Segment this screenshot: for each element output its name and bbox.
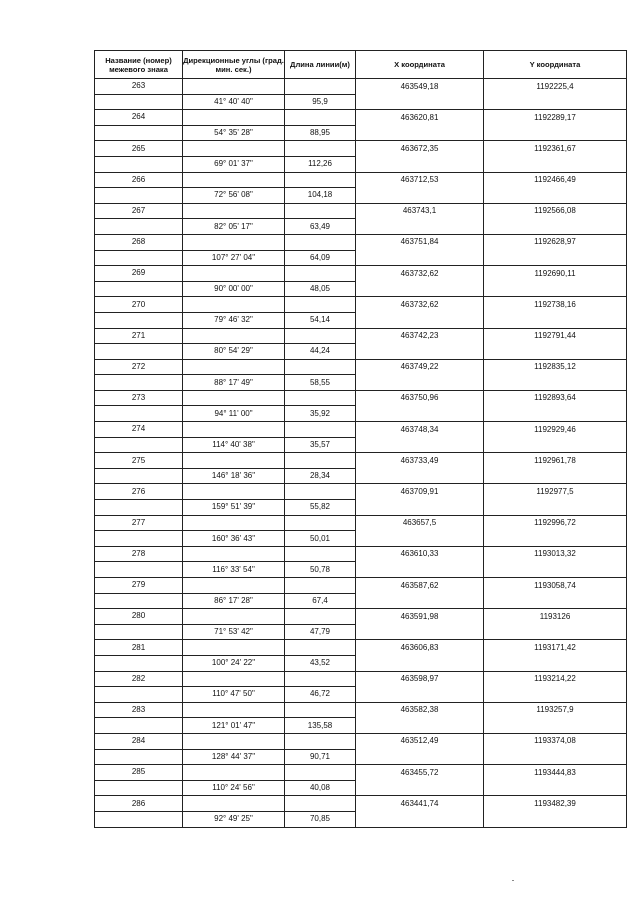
x-cell-empty <box>356 156 484 172</box>
y-coordinate: 1192566,08 <box>484 203 627 219</box>
x-coordinate: 463620,81 <box>356 110 484 126</box>
point-row <box>95 453 627 469</box>
y-cell-empty <box>484 437 627 453</box>
length-cell-empty <box>285 172 356 188</box>
length-cell-empty <box>285 234 356 250</box>
y-coordinate: 1192289,17 <box>484 110 627 126</box>
y-coordinate: 1192996,72 <box>484 515 627 531</box>
line-length: 48,05 <box>285 281 356 297</box>
angle-cell-empty <box>183 141 285 157</box>
point-row <box>95 203 627 219</box>
y-coordinate: 1192791,44 <box>484 328 627 344</box>
line-length: 58,55 <box>285 375 356 391</box>
angle-cell-empty <box>183 203 285 219</box>
x-cell-empty <box>356 125 484 141</box>
length-cell-empty <box>285 203 356 219</box>
y-coordinate: 1192361,67 <box>484 141 627 157</box>
y-coordinate: 1192835,12 <box>484 359 627 375</box>
y-cell-empty <box>484 281 627 297</box>
point-row <box>95 609 627 625</box>
point-name: 276 <box>95 484 183 500</box>
line-length: 135,58 <box>285 718 356 734</box>
segment-row <box>95 375 627 391</box>
segment-row <box>95 749 627 765</box>
length-cell-empty <box>285 515 356 531</box>
name-cell-empty <box>95 312 183 328</box>
length-cell-empty <box>285 702 356 718</box>
y-cell-empty <box>484 749 627 765</box>
point-row <box>95 640 627 656</box>
x-cell-empty <box>356 531 484 547</box>
direction-angle: 128° 44' 37" <box>183 749 285 765</box>
point-name: 263 <box>95 79 183 95</box>
angle-cell-empty <box>183 796 285 812</box>
segment-row <box>95 718 627 734</box>
line-length: 112,26 <box>285 156 356 172</box>
x-coordinate: 463732,62 <box>356 266 484 282</box>
point-row <box>95 359 627 375</box>
direction-angle: 82° 05' 17" <box>183 219 285 235</box>
table-body <box>95 79 627 828</box>
header-line-length: Длина линии(м) <box>285 51 356 79</box>
angle-cell-empty <box>183 234 285 250</box>
y-cell-empty <box>484 655 627 671</box>
point-row <box>95 110 627 126</box>
line-length: 50,78 <box>285 562 356 578</box>
y-coordinate: 1192690,11 <box>484 266 627 282</box>
direction-angle: 110° 24' 56" <box>183 780 285 796</box>
segment-row <box>95 94 627 110</box>
point-name: 269 <box>95 266 183 282</box>
point-name: 266 <box>95 172 183 188</box>
point-row <box>95 422 627 438</box>
segment-row <box>95 156 627 172</box>
x-cell-empty <box>356 188 484 204</box>
direction-angle: 100° 24' 22" <box>183 655 285 671</box>
y-cell-empty <box>484 344 627 360</box>
x-coordinate: 463743,1 <box>356 203 484 219</box>
x-cell-empty <box>356 344 484 360</box>
point-row <box>95 765 627 781</box>
direction-angle: 72° 56' 08" <box>183 188 285 204</box>
segment-row <box>95 219 627 235</box>
x-coordinate: 463512,49 <box>356 733 484 749</box>
point-row <box>95 515 627 531</box>
angle-cell-empty <box>183 422 285 438</box>
angle-cell-empty <box>183 328 285 344</box>
length-cell-empty <box>285 578 356 594</box>
y-cell-empty <box>484 624 627 640</box>
y-coordinate: 1192628,97 <box>484 234 627 250</box>
point-name: 264 <box>95 110 183 126</box>
header-y-coordinate: Y координата <box>484 51 627 79</box>
point-row <box>95 578 627 594</box>
point-row <box>95 390 627 406</box>
angle-cell-empty <box>183 546 285 562</box>
point-name: 284 <box>95 733 183 749</box>
direction-angle: 92° 49' 25" <box>183 811 285 827</box>
angle-cell-empty <box>183 515 285 531</box>
x-coordinate: 463606,83 <box>356 640 484 656</box>
segment-row <box>95 406 627 422</box>
point-row <box>95 796 627 812</box>
y-cell-empty <box>484 531 627 547</box>
angle-cell-empty <box>183 172 285 188</box>
segment-row <box>95 687 627 703</box>
line-length: 43,52 <box>285 655 356 671</box>
x-cell-empty <box>356 562 484 578</box>
x-cell-empty <box>356 624 484 640</box>
y-cell-empty <box>484 687 627 703</box>
length-cell-empty <box>285 671 356 687</box>
x-cell-empty <box>356 780 484 796</box>
y-cell-empty <box>484 406 627 422</box>
name-cell-empty <box>95 281 183 297</box>
name-cell-empty <box>95 531 183 547</box>
length-cell-empty <box>285 422 356 438</box>
point-name: 265 <box>95 141 183 157</box>
line-length: 50,01 <box>285 531 356 547</box>
segment-row <box>95 531 627 547</box>
x-coordinate: 463749,22 <box>356 359 484 375</box>
angle-cell-empty <box>183 453 285 469</box>
y-coordinate: 1193126 <box>484 609 627 625</box>
y-cell-empty <box>484 94 627 110</box>
direction-angle: 69° 01' 37" <box>183 156 285 172</box>
line-length: 28,34 <box>285 468 356 484</box>
x-coordinate: 463582,38 <box>356 702 484 718</box>
point-name: 278 <box>95 546 183 562</box>
point-row <box>95 702 627 718</box>
point-name: 282 <box>95 671 183 687</box>
segment-row <box>95 655 627 671</box>
point-row <box>95 234 627 250</box>
name-cell-empty <box>95 156 183 172</box>
name-cell-empty <box>95 406 183 422</box>
y-coordinate: 1193482,39 <box>484 796 627 812</box>
length-cell-empty <box>285 390 356 406</box>
point-row <box>95 328 627 344</box>
line-length: 104,18 <box>285 188 356 204</box>
y-cell-empty <box>484 780 627 796</box>
direction-angle: 41° 40' 40" <box>183 94 285 110</box>
direction-angle: 110° 47' 50" <box>183 687 285 703</box>
y-cell-empty <box>484 593 627 609</box>
x-coordinate: 463441,74 <box>356 796 484 812</box>
x-coordinate: 463591,98 <box>356 609 484 625</box>
y-coordinate: 1193171,42 <box>484 640 627 656</box>
point-name: 273 <box>95 390 183 406</box>
name-cell-empty <box>95 749 183 765</box>
length-cell-empty <box>285 328 356 344</box>
segment-row <box>95 344 627 360</box>
x-coordinate: 463657,5 <box>356 515 484 531</box>
point-row <box>95 172 627 188</box>
x-coordinate: 463455,72 <box>356 765 484 781</box>
y-coordinate: 1193214,22 <box>484 671 627 687</box>
y-coordinate: 1192225,4 <box>484 79 627 95</box>
line-length: 54,14 <box>285 312 356 328</box>
length-cell-empty <box>285 141 356 157</box>
point-name: 283 <box>95 702 183 718</box>
y-coordinate: 1193257,9 <box>484 702 627 718</box>
direction-angle: 71° 53' 42" <box>183 624 285 640</box>
line-length: 40,08 <box>285 780 356 796</box>
x-cell-empty <box>356 655 484 671</box>
direction-angle: 79° 46' 32" <box>183 312 285 328</box>
x-coordinate: 463733,49 <box>356 453 484 469</box>
length-cell-empty <box>285 484 356 500</box>
angle-cell-empty <box>183 484 285 500</box>
y-coordinate: 1192929,46 <box>484 422 627 438</box>
point-row <box>95 671 627 687</box>
point-name: 280 <box>95 609 183 625</box>
name-cell-empty <box>95 593 183 609</box>
line-length: 47,79 <box>285 624 356 640</box>
segment-row <box>95 500 627 516</box>
point-name: 274 <box>95 422 183 438</box>
y-cell-empty <box>484 312 627 328</box>
y-cell-empty <box>484 375 627 391</box>
x-coordinate: 463549,18 <box>356 79 484 95</box>
length-cell-empty <box>285 609 356 625</box>
x-coordinate: 463709,91 <box>356 484 484 500</box>
y-cell-empty <box>484 562 627 578</box>
name-cell-empty <box>95 250 183 266</box>
y-coordinate: 1192961,78 <box>484 453 627 469</box>
point-row <box>95 141 627 157</box>
point-row <box>95 266 627 282</box>
direction-angle: 90° 00' 00" <box>183 281 285 297</box>
x-cell-empty <box>356 749 484 765</box>
x-cell-empty <box>356 500 484 516</box>
x-coordinate: 463587,62 <box>356 578 484 594</box>
segment-row <box>95 562 627 578</box>
angle-cell-empty <box>183 359 285 375</box>
line-length: 67,4 <box>285 593 356 609</box>
name-cell-empty <box>95 219 183 235</box>
point-name: 270 <box>95 297 183 313</box>
name-cell-empty <box>95 94 183 110</box>
x-coordinate: 463751,84 <box>356 234 484 250</box>
direction-angle: 121° 01' 47" <box>183 718 285 734</box>
angle-cell-empty <box>183 609 285 625</box>
length-cell-empty <box>285 765 356 781</box>
line-length: 46,72 <box>285 687 356 703</box>
x-coordinate: 463732,62 <box>356 297 484 313</box>
y-cell-empty <box>484 500 627 516</box>
point-name: 279 <box>95 578 183 594</box>
y-coordinate: 1192977,5 <box>484 484 627 500</box>
point-name: 281 <box>95 640 183 656</box>
length-cell-empty <box>285 733 356 749</box>
y-coordinate: 1193444,83 <box>484 765 627 781</box>
header-x-coordinate: X координата <box>356 51 484 79</box>
point-name: 268 <box>95 234 183 250</box>
x-coordinate: 463712,53 <box>356 172 484 188</box>
segment-row <box>95 811 627 827</box>
y-coordinate: 1192893,64 <box>484 390 627 406</box>
name-cell-empty <box>95 125 183 141</box>
angle-cell-empty <box>183 702 285 718</box>
x-cell-empty <box>356 375 484 391</box>
y-cell-empty <box>484 718 627 734</box>
line-length: 70,85 <box>285 811 356 827</box>
y-cell-empty <box>484 125 627 141</box>
header-direction-angle: Дирекционные углы (град. мин. сек.) <box>183 51 285 79</box>
x-cell-empty <box>356 94 484 110</box>
point-name: 267 <box>95 203 183 219</box>
name-cell-empty <box>95 687 183 703</box>
direction-angle: 54° 35' 28" <box>183 125 285 141</box>
angle-cell-empty <box>183 390 285 406</box>
length-cell-empty <box>285 266 356 282</box>
direction-angle: 116° 33' 54" <box>183 562 285 578</box>
x-cell-empty <box>356 718 484 734</box>
y-coordinate: 1193013,32 <box>484 546 627 562</box>
y-cell-empty <box>484 219 627 235</box>
length-cell-empty <box>285 796 356 812</box>
segment-row <box>95 437 627 453</box>
x-cell-empty <box>356 281 484 297</box>
header-point-name: Название (номер) межевого знака <box>95 51 183 79</box>
point-name: 286 <box>95 796 183 812</box>
name-cell-empty <box>95 780 183 796</box>
angle-cell-empty <box>183 765 285 781</box>
line-length: 95,9 <box>285 94 356 110</box>
name-cell-empty <box>95 718 183 734</box>
line-length: 35,92 <box>285 406 356 422</box>
segment-row <box>95 250 627 266</box>
x-coordinate: 463742,23 <box>356 328 484 344</box>
length-cell-empty <box>285 110 356 126</box>
boundary-coordinates-table <box>94 50 627 828</box>
scan-speck <box>512 880 514 881</box>
x-cell-empty <box>356 219 484 235</box>
line-length: 88,95 <box>285 125 356 141</box>
direction-angle: 160° 36' 43" <box>183 531 285 547</box>
length-cell-empty <box>285 640 356 656</box>
segment-row <box>95 593 627 609</box>
point-row <box>95 297 627 313</box>
line-length: 64,09 <box>285 250 356 266</box>
y-coordinate: 1193374,08 <box>484 733 627 749</box>
line-length: 63,49 <box>285 219 356 235</box>
segment-row <box>95 188 627 204</box>
x-cell-empty <box>356 811 484 827</box>
segment-row <box>95 780 627 796</box>
name-cell-empty <box>95 562 183 578</box>
length-cell-empty <box>285 453 356 469</box>
angle-cell-empty <box>183 79 285 95</box>
name-cell-empty <box>95 468 183 484</box>
point-name: 277 <box>95 515 183 531</box>
point-row <box>95 733 627 749</box>
y-cell-empty <box>484 468 627 484</box>
x-coordinate: 463610,33 <box>356 546 484 562</box>
x-cell-empty <box>356 406 484 422</box>
direction-angle: 114° 40' 38" <box>183 437 285 453</box>
name-cell-empty <box>95 624 183 640</box>
segment-row <box>95 468 627 484</box>
x-cell-empty <box>356 593 484 609</box>
point-name: 285 <box>95 765 183 781</box>
x-cell-empty <box>356 250 484 266</box>
x-coordinate: 463750,96 <box>356 390 484 406</box>
name-cell-empty <box>95 655 183 671</box>
line-length: 55,82 <box>285 500 356 516</box>
angle-cell-empty <box>183 640 285 656</box>
segment-row <box>95 281 627 297</box>
direction-angle: 159° 51' 39" <box>183 500 285 516</box>
y-coordinate: 1193058,74 <box>484 578 627 594</box>
table-header-row <box>95 51 627 79</box>
y-cell-empty <box>484 188 627 204</box>
direction-angle: 146° 18' 36" <box>183 468 285 484</box>
angle-cell-empty <box>183 110 285 126</box>
name-cell-empty <box>95 437 183 453</box>
x-coordinate: 463598,97 <box>356 671 484 687</box>
x-cell-empty <box>356 437 484 453</box>
point-name: 275 <box>95 453 183 469</box>
name-cell-empty <box>95 811 183 827</box>
name-cell-empty <box>95 500 183 516</box>
segment-row <box>95 312 627 328</box>
angle-cell-empty <box>183 733 285 749</box>
point-name: 271 <box>95 328 183 344</box>
y-coordinate: 1192466,49 <box>484 172 627 188</box>
direction-angle: 80° 54' 29" <box>183 344 285 360</box>
direction-angle: 107° 27' 04" <box>183 250 285 266</box>
name-cell-empty <box>95 188 183 204</box>
length-cell-empty <box>285 79 356 95</box>
y-cell-empty <box>484 156 627 172</box>
x-coordinate: 463672,35 <box>356 141 484 157</box>
line-length: 44,24 <box>285 344 356 360</box>
y-cell-empty <box>484 811 627 827</box>
line-length: 35,57 <box>285 437 356 453</box>
point-name: 272 <box>95 359 183 375</box>
length-cell-empty <box>285 359 356 375</box>
x-cell-empty <box>356 687 484 703</box>
y-cell-empty <box>484 250 627 266</box>
direction-angle: 86° 17' 28" <box>183 593 285 609</box>
x-cell-empty <box>356 468 484 484</box>
x-cell-empty <box>356 312 484 328</box>
point-row <box>95 546 627 562</box>
angle-cell-empty <box>183 297 285 313</box>
angle-cell-empty <box>183 266 285 282</box>
name-cell-empty <box>95 344 183 360</box>
point-row <box>95 484 627 500</box>
direction-angle: 94° 11' 00" <box>183 406 285 422</box>
length-cell-empty <box>285 297 356 313</box>
name-cell-empty <box>95 375 183 391</box>
segment-row <box>95 125 627 141</box>
angle-cell-empty <box>183 671 285 687</box>
line-length: 90,71 <box>285 749 356 765</box>
point-row <box>95 79 627 95</box>
x-coordinate: 463748,34 <box>356 422 484 438</box>
y-coordinate: 1192738,16 <box>484 297 627 313</box>
direction-angle: 88° 17' 49" <box>183 375 285 391</box>
segment-row <box>95 624 627 640</box>
length-cell-empty <box>285 546 356 562</box>
angle-cell-empty <box>183 578 285 594</box>
